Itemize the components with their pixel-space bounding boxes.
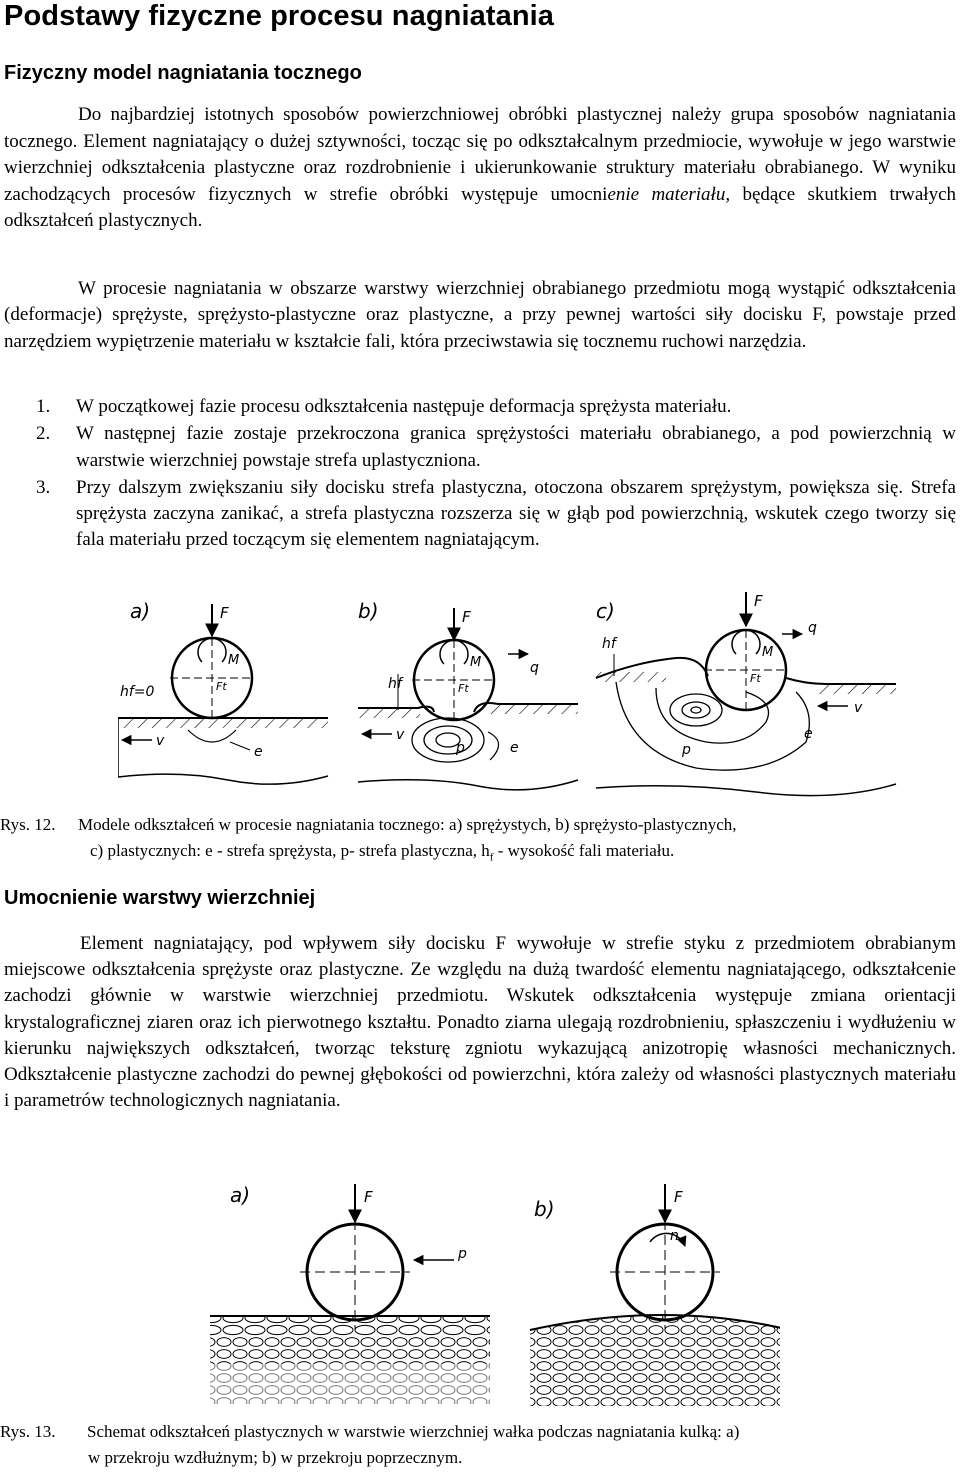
- q-label: q: [808, 620, 817, 636]
- list-item-number: 3.: [36, 476, 51, 498]
- figure-13-caption-line1: Schemat odkształceń plastycznych w warstwie wierzchniej wałka podczas nagniatania kulką: a): [87, 1422, 740, 1441]
- page-title: Podstawy fizyczne procesu nagniatania: [4, 0, 555, 32]
- paragraph-intro-italic: enie materiału,: [607, 183, 731, 205]
- panel-b-label: b): [358, 599, 379, 623]
- hf-zero-label: hf=0: [120, 684, 155, 700]
- caption-text: - wysokość fali materiału.: [493, 841, 675, 860]
- list-item-text: W początkowej fazie procesu odkształcenia następuje deformacja sprężysta materiału.: [76, 396, 732, 417]
- velocity-label: v: [396, 727, 405, 743]
- list-item: [4, 421, 956, 474]
- moment-label: M: [228, 653, 240, 668]
- figure-12-caption-label: Rys. 12.: [0, 815, 56, 834]
- list-item-text: Przy dalszym zwiększaniu siły docisku strefa plastyczna, otoczona obszarem sprężystym, powiększa się. Strefa sprężysta zaczyna zanikać, a strefa plastyczna rozszerza się w głąb pod powierzchnią, wskutek czego tworzy się fala materiału przed toczącym się elementem nagniatającym.: [76, 476, 956, 551]
- figure-13-panel-a: [210, 1183, 490, 1404]
- list-item-number: 2.: [36, 423, 51, 445]
- force-label: F: [462, 608, 471, 626]
- section-heading-physical-model: Fizyczny model nagniatania tocznego: [4, 62, 362, 84]
- paragraph-intro-text-c: będące skutkiem trwałych odkształceń plastycznych.: [4, 183, 957, 231]
- list-item: [4, 394, 956, 420]
- caption-text: c) plastycznych: e - strefa sprężysta, p- strefa plastyczna, h: [90, 841, 490, 860]
- caption-subscript: f: [489, 851, 494, 864]
- list-item-number: 1.: [36, 396, 51, 417]
- moment-label: M: [762, 645, 774, 660]
- figure-12-panel-c: [596, 592, 896, 796]
- force-label: F: [220, 604, 229, 622]
- figure-13-plastic-deformation-scheme: [200, 1180, 780, 1410]
- figure-13-caption-label: Rys. 13.: [0, 1422, 56, 1441]
- q-label: q: [530, 660, 539, 676]
- paragraph-intro: [4, 102, 956, 235]
- force-label: F: [754, 592, 763, 610]
- paragraph-intro-text-a: Do najbardziej istotnych sposobów powierzchniowej obróbki plastycznej należy grupa sposobów nagniatania tocznego. Element nagniatający o dużej sztywności, tocząc się po odkształcalnym przedmiocie, wywołuje w jego warstwie wierzchniej odkształcenia plastyczne oraz rozdrobnienie i ukierunkowanie struktury materiału obrabianego. W wyniku zachodzących procesów fizycznych w strefie obróbki występuje umocni: [4, 104, 956, 205]
- figure-12-panel-b: [358, 599, 578, 790]
- section-heading-surface-hardening: Umocnienie warstwy wierzchniej: [4, 887, 316, 909]
- velocity-label: v: [156, 733, 165, 749]
- elastic-zone-label: e: [510, 740, 519, 756]
- force-label: F: [674, 1188, 683, 1206]
- figure-13-caption-line2: w przekroju wzdłużnym; b) w przekroju poprzecznym.: [88, 1448, 463, 1467]
- panel-b-label: b): [534, 1197, 555, 1221]
- elastic-zone-label: e: [254, 744, 263, 760]
- list-item: [4, 475, 956, 554]
- moment-label: M: [470, 655, 482, 670]
- panel-a-label: a): [130, 599, 151, 623]
- ft-label: Ft: [458, 682, 469, 695]
- plastic-zone-label: p: [456, 740, 465, 756]
- n-label: n: [670, 1228, 679, 1244]
- paragraph-hardening: Element nagniatający, pod wpływem siły docisku F wywołuje w strefie styku z przedmiotem obrabianym miejscowe odkształcenia sprężyste oraz plastyczne. Ze względu na dużą twardość elementu nagniatającego, odkształcenie zachodzi głównie w warstwie wierzchniej przedmiotu. Wskutek odkształcenia występuje zmiana orientacji krystalograficznej ziaren oraz ich pierwotnego kształtu. Ponadto ziarna ulegają rozdrobnieniu, spłaszczeniu i wydłużeniu w kierunku największych odkształceń, tworząc teksturę zgniotu wykazującą anizotropię własności mechanicznych. Odkształcenie plastyczne zachodzi do pewnej głębokości od powierzchni, która zależy od własności plastycznych materiału i parametrów technologicznych nagniatania.: [4, 933, 956, 1112]
- elastic-zone-label: e: [804, 726, 813, 742]
- panel-a-label: a): [230, 1183, 251, 1207]
- list-item-text: W następnej fazie zostaje przekroczona granica sprężystości materiału obrabianego, a pod powierzchnią w warstwie wierzchniej powstaje strefa uplastyczniona.: [76, 423, 956, 471]
- figure-12-deformation-models: [118, 592, 960, 800]
- panel-c-label: c): [596, 599, 615, 623]
- hf-label: hf: [388, 676, 402, 692]
- force-label: F: [364, 1188, 373, 1206]
- plastic-zone-label: p: [682, 742, 691, 758]
- figure-13-panel-b: [530, 1184, 780, 1406]
- paragraph-process: W procesie nagniatania w obszarze warstwy wierzchniej obrabianego przedmiotu mogą wystąpić odkształcenia (deformacje) sprężyste, sprężysto-plastyczne oraz plastyczne, a przy pewnej wartości siły docisku F, powstaje przed narzędziem wypiętrzenie materiału w kształcie fali, która przeciwstawia się tocznemu ruchowi narzędzia.: [4, 278, 956, 352]
- phase-list: [4, 394, 956, 555]
- figure-12-caption-line1: Modele odkształceń w procesie nagniatania tocznego: a) sprężystych, b) sprężysto-plastycznych,: [78, 815, 737, 834]
- hf-label: hf: [602, 636, 616, 652]
- figure-12-caption-line2: [90, 838, 674, 870]
- p-label: p: [458, 1246, 467, 1262]
- figure-12-panel-a: [118, 599, 328, 784]
- velocity-label: v: [854, 700, 863, 716]
- ft-label: Ft: [750, 672, 761, 685]
- ft-label: Ft: [216, 680, 227, 693]
